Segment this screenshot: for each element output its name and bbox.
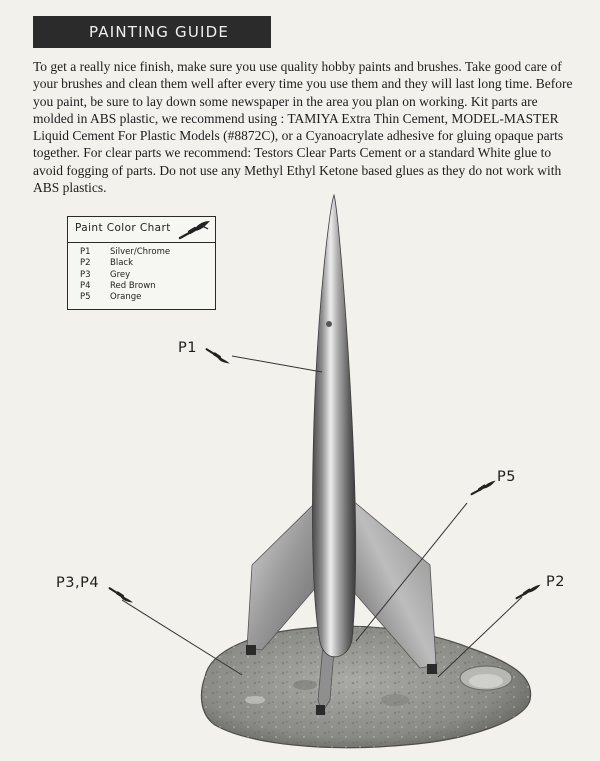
rocket-body (312, 195, 355, 657)
fin-foot (316, 705, 325, 715)
fin-foot (427, 664, 437, 674)
crater (293, 680, 317, 690)
crater (381, 694, 409, 706)
left-fin (247, 500, 318, 650)
paint-chart-title: Paint Color Chart (75, 222, 171, 234)
callout-p3p4: P3,P4 (56, 575, 100, 591)
leader-line-p3p4 (122, 600, 242, 675)
leader-line-p1 (232, 356, 322, 372)
paintbrush-icon (517, 585, 541, 599)
paint-name: Grey (110, 269, 131, 280)
paint-code: P3 (80, 269, 91, 280)
paint-name: Orange (110, 292, 142, 303)
intro-paragraph: To get a really nice finish, make sure you use quality hobby paints and brushes. Take good care of your brushes and clean them well after every time you use them and they will last long time. Before you paint, be sure to lay down some newspaper in the area you plan on working. Kit parts are molded in ABS plastic, we recommend using : TAMIYA Extra Thin Cement, MODEL-MASTER Liquid Cement For Plastic Models (#8872C), or a Cyanoacrylate adhesive for gluing opaque parts together. For clear parts we recommend: Testors Clear Parts Cement or a standard White glue to avoid fogging of parts. Do not use any Methyl Ethyl Ketone based glues as they do not work with ABS plastics. (33, 59, 573, 196)
paintbrush-icon (207, 349, 230, 363)
fin-foot (246, 645, 256, 655)
paint-code: P1 (80, 247, 91, 257)
section-title: PAINTING GUIDE (89, 23, 230, 41)
paint-code: P4 (80, 280, 91, 291)
crater (469, 674, 503, 688)
paint-code: P2 (80, 258, 91, 269)
callout-p2: P2 (546, 574, 565, 590)
crater (245, 696, 265, 704)
paintbrush-icon (472, 481, 496, 495)
paintbrush-icon (110, 588, 133, 602)
porthole (326, 321, 332, 327)
callout-p5: P5 (497, 469, 516, 485)
paint-name: Black (110, 258, 133, 269)
paint-name: Silver/Chrome (110, 247, 171, 257)
callout-p1: P1 (178, 340, 197, 356)
paint-code: P5 (80, 292, 91, 303)
paint-name: Red Brown (110, 280, 156, 291)
